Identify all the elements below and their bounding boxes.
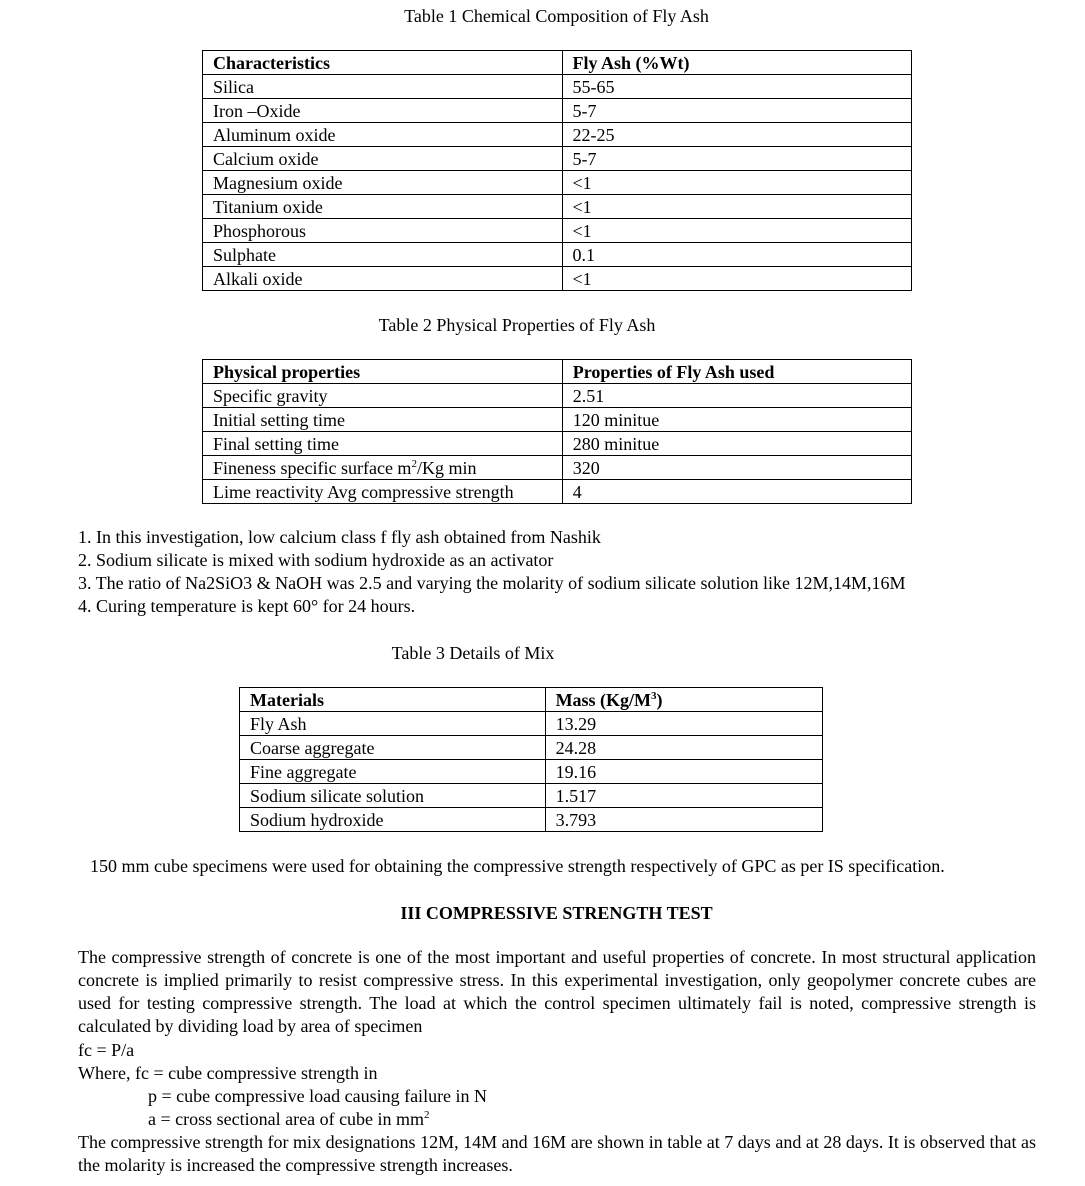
fineness-label: Fineness specific surface m (213, 457, 412, 478)
table-cell: Final setting time (203, 432, 563, 456)
table-cell: Aluminum oxide (203, 123, 563, 147)
table-cell: Specific gravity (203, 384, 563, 408)
table-row (203, 243, 912, 267)
table-row (203, 408, 912, 432)
list-item: 1. In this investigation, low calcium class f fly ash obtained from Nashik (78, 527, 601, 547)
a-definition-text: a = cross sectional area of cube in mm (148, 1109, 425, 1129)
section-heading: III COMPRESSIVE STRENGTH TEST (400, 903, 713, 923)
table3-header-materials: Materials (240, 688, 546, 712)
table3-header-row (240, 688, 823, 712)
table-cell: 22-25 (562, 123, 912, 147)
list-item: 2. Sodium silicate is mixed with sodium hydroxide as an activator (78, 550, 554, 570)
list-item: 3. The ratio of Na2SiO3 & NaOH was 2.5 and varying the molarity of sodium silicate solution like 12M,14M,16M (78, 573, 906, 593)
table-cell: 2.51 (562, 384, 911, 408)
specimen-text: 150 mm cube specimens were used for obtaining the compressive strength respectively of GPC as per IS specification. (90, 856, 945, 876)
table-row (203, 267, 912, 291)
table-cell: Sulphate (203, 243, 563, 267)
table-cell: <1 (562, 171, 912, 195)
table-cell: Fly Ash (240, 712, 546, 736)
table-cell: Magnesium oxide (203, 171, 563, 195)
table-cell: Titanium oxide (203, 195, 563, 219)
formula: fc = P/a (78, 1040, 135, 1060)
table-row (240, 808, 823, 832)
table1-caption: Table 1 Chemical Composition of Fly Ash (404, 6, 709, 26)
table1-header-row (203, 51, 912, 75)
table1 (202, 50, 912, 291)
table1-header-flyash: Fly Ash (%Wt) (562, 51, 912, 75)
table-cell: 3.793 (545, 808, 822, 832)
table-row (203, 384, 912, 408)
table-cell: 280 minitue (562, 432, 911, 456)
table-row (203, 99, 912, 123)
table-cell: 0.1 (562, 243, 912, 267)
table-cell: 320 (562, 456, 911, 480)
table-cell: 4 (562, 480, 911, 504)
table-cell: 120 minitue (562, 408, 911, 432)
table-cell: <1 (562, 267, 912, 291)
table-cell: Initial setting time (203, 408, 563, 432)
table-row (203, 432, 912, 456)
table-cell: Fine aggregate (240, 760, 546, 784)
table-cell: Silica (203, 75, 563, 99)
table3-header-mass (545, 688, 822, 712)
table-cell: 1.517 (545, 784, 822, 808)
table-cell (203, 456, 563, 480)
table-cell: 19.16 (545, 760, 822, 784)
p-definition: p = cube compressive load causing failure in N (148, 1086, 488, 1106)
table2-header-row (203, 360, 912, 384)
table-cell: Alkali oxide (203, 267, 563, 291)
a-superscript: 2 (424, 1109, 430, 1121)
mass-suffix: ) (656, 689, 663, 710)
table-row (203, 456, 912, 480)
table-cell: Calcium oxide (203, 147, 563, 171)
table-row (203, 75, 912, 99)
mass-label: Mass (Kg/M (555, 689, 652, 710)
table2-header-properties: Properties of Fly Ash used (562, 360, 911, 384)
list-item: 4. Curing temperature is kept 60° for 24 hours. (78, 596, 416, 616)
a-definition (148, 1108, 430, 1131)
table-row (203, 147, 912, 171)
body-paragraph-1: The compressive strength of concrete is one of the most important and useful properties of concrete. In most structural application concrete is implied primarily to resist compressive stress. In this experimental investigation, only geopolymer concrete cubes are used for testing compressive strength. The load at which the control specimen ultimately fail is noted, compressive strength is calculated by dividing load by area of specimen (78, 947, 1036, 1036)
table3 (239, 687, 823, 832)
body-paragraph-2: The compressive strength for mix designations 12M, 14M and 16M are shown in table at 7 days and at 28 days. It is observed that as the molarity is increased the compressive strength increases. (78, 1132, 1036, 1175)
table-cell: Phosphorous (203, 219, 563, 243)
table-cell: <1 (562, 195, 912, 219)
table3-caption: Table 3 Details of Mix (391, 643, 555, 663)
table-cell: Sodium hydroxide (240, 808, 546, 832)
table-cell: Lime reactivity Avg compressive strength (203, 480, 563, 504)
table2-header-physical: Physical properties (203, 360, 563, 384)
notes-list (78, 526, 906, 618)
table-row (203, 195, 912, 219)
table-cell: 5-7 (562, 99, 912, 123)
where-line: Where, fc = cube compressive strength in (78, 1063, 378, 1083)
table-cell: 5-7 (562, 147, 912, 171)
table-row (240, 760, 823, 784)
table-row (203, 219, 912, 243)
table-row (240, 712, 823, 736)
table1-header-characteristics: Characteristics (203, 51, 563, 75)
table-row (203, 480, 912, 504)
table-row (240, 784, 823, 808)
table-row (203, 171, 912, 195)
table-cell: 13.29 (545, 712, 822, 736)
table-cell: 55-65 (562, 75, 912, 99)
table-cell: Iron –Oxide (203, 99, 563, 123)
table-row (240, 736, 823, 760)
table-cell: Sodium silicate solution (240, 784, 546, 808)
table-cell: Coarse aggregate (240, 736, 546, 760)
fineness-superscript: 2 (411, 457, 417, 470)
table-row (203, 123, 912, 147)
mass-superscript: 3 (651, 689, 657, 702)
table2-caption: Table 2 Physical Properties of Fly Ash (378, 315, 656, 335)
table2 (202, 359, 912, 504)
table-cell: 24.28 (545, 736, 822, 760)
table-cell: <1 (562, 219, 912, 243)
fineness-unit: /Kg min (416, 457, 477, 478)
